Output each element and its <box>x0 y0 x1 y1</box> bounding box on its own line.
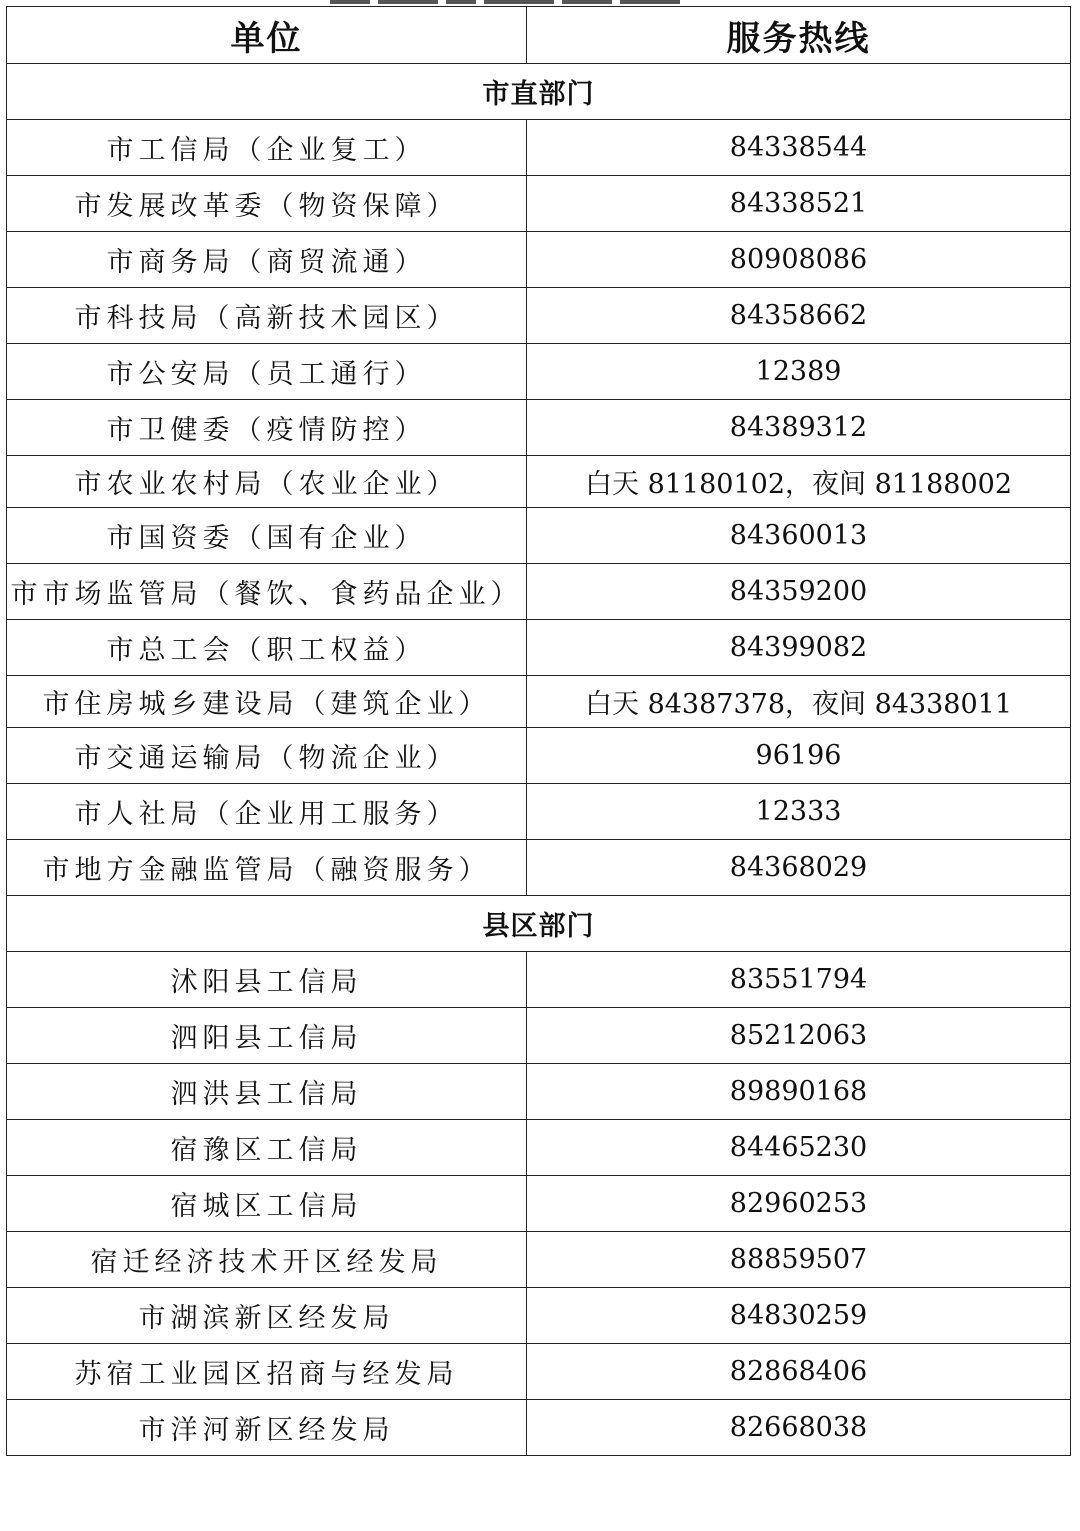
header-unit: 单位 <box>7 7 527 64</box>
hotline-cell: 84359200 <box>527 564 1071 620</box>
unit-cell: 宿迁经济技术开区经发局 <box>7 1232 527 1288</box>
hotline-cell: 12389 <box>527 344 1071 400</box>
table-row <box>7 1288 1071 1344</box>
table-row <box>7 1232 1071 1288</box>
table-row <box>7 1176 1071 1232</box>
unit-cell: 市商务局（商贸流通） <box>7 232 527 288</box>
unit-cell: 市卫健委（疫情防控） <box>7 400 527 456</box>
section-row <box>7 896 1071 952</box>
table-row <box>7 1008 1071 1064</box>
unit-cell: 沭阳县工信局 <box>7 952 527 1008</box>
unit-cell: 市洋河新区经发局 <box>7 1400 527 1456</box>
hotline-cell: 84830259 <box>527 1288 1071 1344</box>
unit-cell: 市公安局（员工通行） <box>7 344 527 400</box>
section-title: 市直部门 <box>7 64 1071 120</box>
unit-cell: 泗阳县工信局 <box>7 1008 527 1064</box>
unit-cell: 市市场监管局（餐饮、食药品企业） <box>7 564 527 620</box>
table-row <box>7 232 1071 288</box>
hotline-cell: 84389312 <box>527 400 1071 456</box>
section-row <box>7 64 1071 120</box>
table-row <box>7 620 1071 676</box>
table-row <box>7 120 1071 176</box>
hotline-cell: 80908086 <box>527 232 1071 288</box>
unit-cell: 市人社局（企业用工服务） <box>7 784 527 840</box>
unit-cell: 市科技局（高新技术园区） <box>7 288 527 344</box>
hotline-cell: 白天 84387378，夜间 84338011 <box>527 676 1071 728</box>
unit-cell: 市湖滨新区经发局 <box>7 1288 527 1344</box>
hotline-cell: 84399082 <box>527 620 1071 676</box>
table-row <box>7 676 1071 728</box>
table-row <box>7 288 1071 344</box>
unit-cell: 市发展改革委（物资保障） <box>7 176 527 232</box>
table-row <box>7 1064 1071 1120</box>
table-row <box>7 1400 1071 1456</box>
hotline-cell: 83551794 <box>527 952 1071 1008</box>
table-row <box>7 952 1071 1008</box>
hotline-cell: 88859507 <box>527 1232 1071 1288</box>
table-row <box>7 728 1071 784</box>
hotline-cell: 84368029 <box>527 840 1071 896</box>
unit-cell: 市交通运输局（物流企业） <box>7 728 527 784</box>
unit-cell: 市总工会（职工权益） <box>7 620 527 676</box>
hotline-cell: 96196 <box>527 728 1071 784</box>
table-row <box>7 784 1071 840</box>
table-row <box>7 456 1071 508</box>
unit-cell: 泗洪县工信局 <box>7 1064 527 1120</box>
table-row <box>7 508 1071 564</box>
unit-cell: 宿豫区工信局 <box>7 1120 527 1176</box>
hotline-cell: 89890168 <box>527 1064 1071 1120</box>
table-row <box>7 176 1071 232</box>
hotline-cell: 84465230 <box>527 1120 1071 1176</box>
unit-cell: 市住房城乡建设局（建筑企业） <box>7 676 527 728</box>
header-hotline: 服务热线 <box>527 7 1071 64</box>
hotline-cell: 84358662 <box>527 288 1071 344</box>
hotline-cell: 白天 81180102，夜间 81188002 <box>527 456 1071 508</box>
hotline-cell: 82960253 <box>527 1176 1071 1232</box>
table-header-row <box>7 7 1071 64</box>
table-row <box>7 1120 1071 1176</box>
hotline-cell: 84338521 <box>527 176 1071 232</box>
table-row <box>7 1344 1071 1400</box>
table-row <box>7 400 1071 456</box>
hotline-cell: 85212063 <box>527 1008 1071 1064</box>
unit-cell: 市工信局（企业复工） <box>7 120 527 176</box>
table-row <box>7 564 1071 620</box>
unit-cell: 市地方金融监管局（融资服务） <box>7 840 527 896</box>
hotline-cell: 84360013 <box>527 508 1071 564</box>
table-row <box>7 840 1071 896</box>
hotline-cell: 82668038 <box>527 1400 1071 1456</box>
hotline-cell: 82868406 <box>527 1344 1071 1400</box>
hotline-cell: 84338544 <box>527 120 1071 176</box>
hotline-table <box>6 6 1071 1456</box>
section-title: 县区部门 <box>7 896 1071 952</box>
table-row <box>7 344 1071 400</box>
unit-cell: 苏宿工业园区招商与经发局 <box>7 1344 527 1400</box>
unit-cell: 宿城区工信局 <box>7 1176 527 1232</box>
unit-cell: 市农业农村局（农业企业） <box>7 456 527 508</box>
unit-cell: 市国资委（国有企业） <box>7 508 527 564</box>
hotline-cell: 12333 <box>527 784 1071 840</box>
